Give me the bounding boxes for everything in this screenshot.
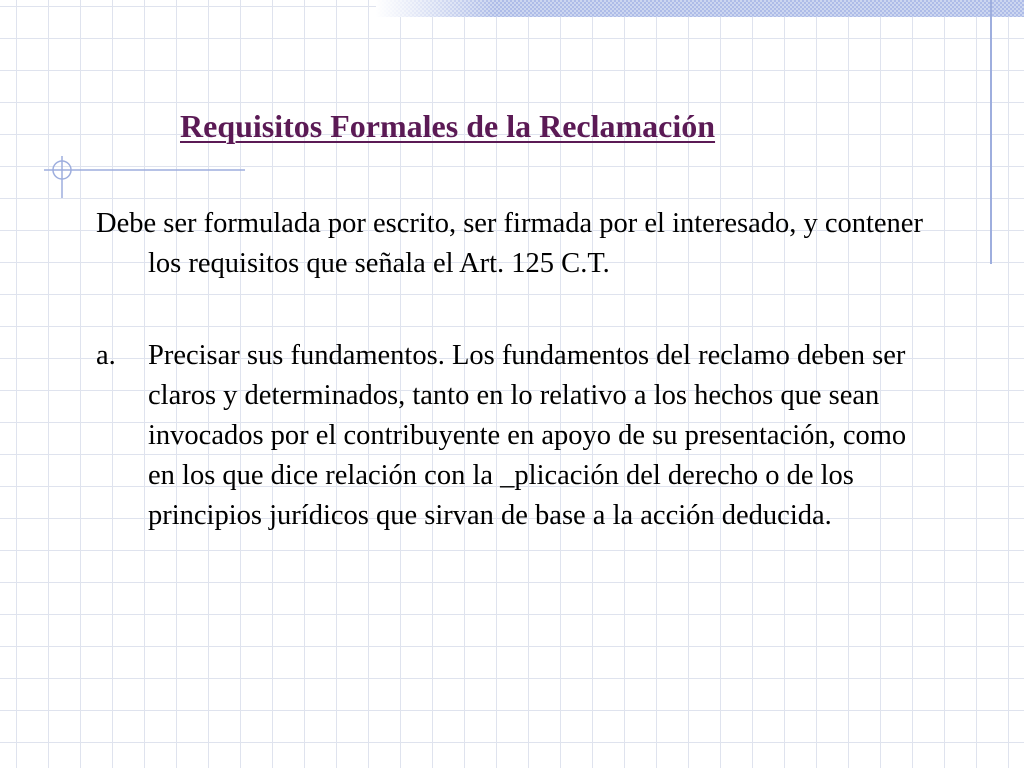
- right-vertical-rule: [990, 0, 992, 264]
- top-band-fade: [376, 0, 496, 17]
- slide-content: [96, 204, 926, 536]
- slide-title: Requisitos Formales de la Reclamación: [180, 108, 716, 144]
- circle-crosshair-icon: [40, 150, 260, 200]
- list-item: [96, 336, 926, 536]
- list-item-marker: a.: [96, 340, 116, 371]
- intro-paragraph: Debe ser formulada por escrito, ser firmada por el interesado, y contener los requisitos que señala el Art. 125 C.T.: [96, 208, 923, 279]
- list-item-text: Precisar sus fundamentos. Los fundamentos del reclamo deben ser claros y determinados, tanto en lo relativo a los hechos que sean invocados por el contribuyente en apoyo de su presentación, como en los que dice relación con la _plicación del derecho o de los principios jurídicos que sirvan de base a la acción deducida.: [148, 340, 907, 531]
